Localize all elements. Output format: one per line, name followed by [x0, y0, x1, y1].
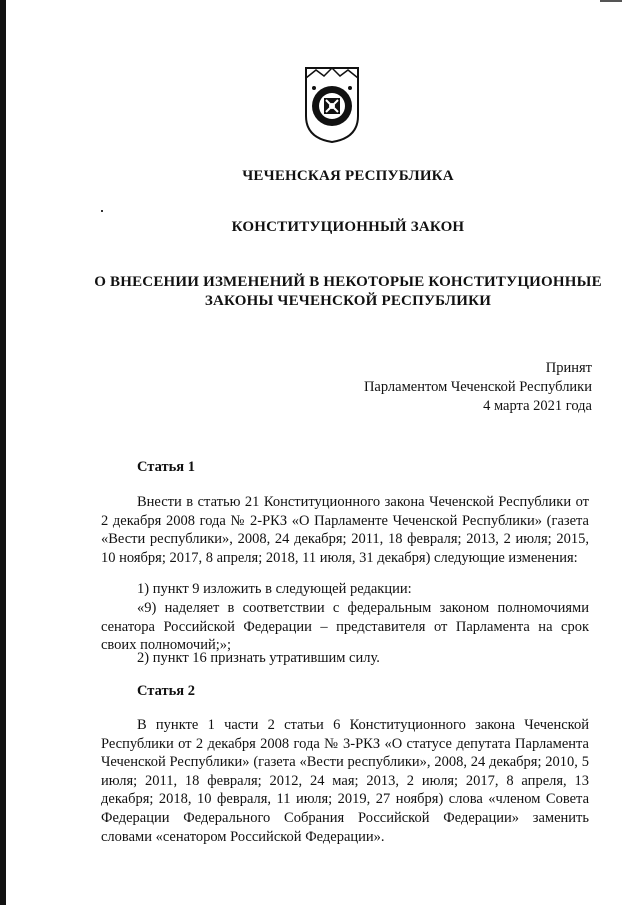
- article-2-text: В пункте 1 части 2 статьи 6 Конституционного закона Чеченской Республики от 2 декабря 2008 года № 3-РКЗ «О статусе депутата Парламента Чеченской Республики» (газета «Вести республики», 2008, 24 декабря; 2010, 5 июля; 2011, 18 февраля; 2012, 24 мая; 2013, 2 июля; 2017, 8 апреля, 13 декабря; 2018, 10 февраля, 11 июля; 2019, 27 ноября) слова «членом Совета Федерации Федерального Собрания Российской Федерации» заменить словами «сенатором Российской Федерации».: [101, 717, 589, 845]
- scan-mark: [600, 0, 622, 2]
- adoption-block: [364, 359, 592, 416]
- coat-of-arms-icon: [302, 64, 362, 144]
- article-1-item-2: «9) наделяет в соответствии с федеральным законом полномочиями сенатора Российской Федерации – представителя от Парламента на срок своих полномочий;»;: [101, 600, 589, 654]
- law-title: О ВНЕСЕНИИ ИЗМЕНЕНИЙ В НЕКОТОРЫЕ КОНСТИТУЦИОННЫЕ ЗАКОНЫ ЧЕЧЕНСКОЙ РЕСПУБЛИКИ: [94, 274, 602, 309]
- adoption-line-1: Принят: [545, 360, 592, 376]
- law-type-title: КОНСТИТУЦИОННЫЙ ЗАКОН: [231, 219, 465, 235]
- article-1-item-3: 2) пункт 16 признать утратившим силу.: [137, 650, 380, 666]
- article-1-item-1: 1) пункт 9 изложить в следующей редакции:: [137, 581, 412, 597]
- adoption-line-3: 4 марта 2021 года: [483, 398, 592, 414]
- article-2-heading: Статья 2: [137, 683, 195, 699]
- scan-speck: [101, 210, 103, 212]
- article-1-heading: Статья 1: [137, 459, 195, 475]
- scan-edge: [0, 0, 6, 905]
- republic-title: ЧЕЧЕНСКАЯ РЕСПУБЛИКА: [242, 168, 454, 184]
- article-1-intro: Внести в статью 21 Конституционного закона Чеченской Республики от 2 декабря 2008 года № 2-РКЗ «О Парламенте Чеченской Республики» (газета «Вести республики», 2008, 24 декабря; 2011, 18 февраля; 2013, 2 июля; 2015, 10 ноября; 2017, 8 апреля; 2018, 11 июля, 31 декабря) следующие изменения:: [101, 494, 589, 566]
- adoption-line-2: Парламентом Чеченской Республики: [363, 379, 592, 395]
